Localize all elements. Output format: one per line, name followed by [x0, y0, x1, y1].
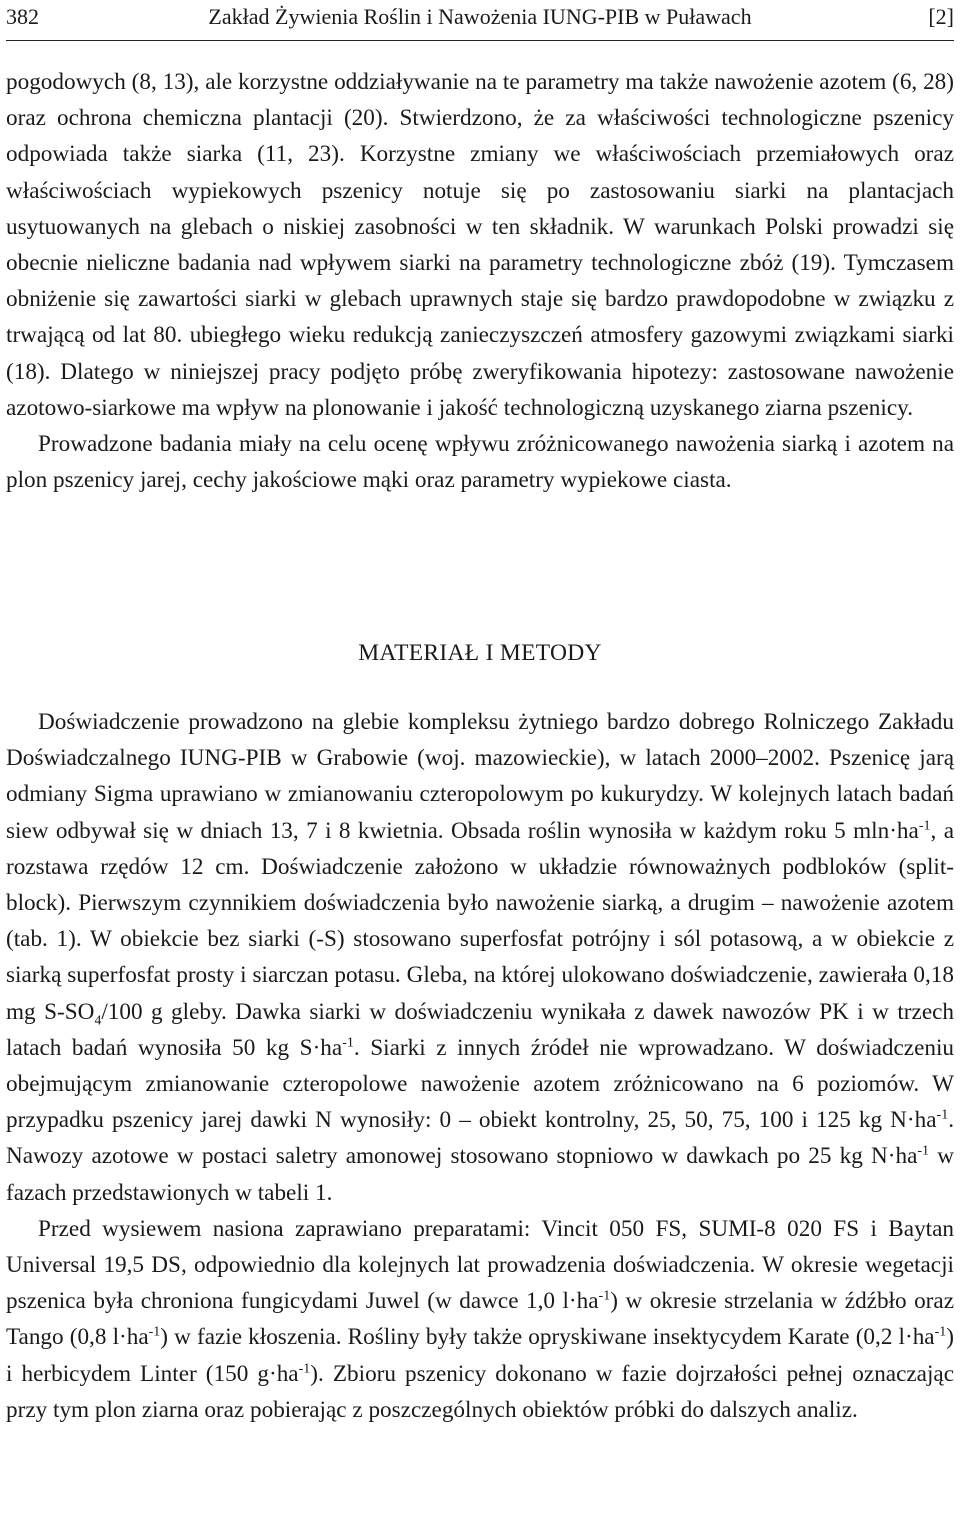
paragraph: pogodowych (8, 13), ale korzystne oddziaływanie na te parametry ma także nawożenie azotem (6, 28) oraz ochrona chemiczna plantacji (20). Stwierdzono, że za właściwości technologiczne pszenicy odpowiada także siarka (11, 23). Korzystne zmiany we właściwościach przemiałowych oraz właściwościach wypiekowych pszenicy notuje się po zastosowaniu siarki na plantacjach usytuowanych na glebach o niskiej zasobności w ten składnik. W warunkach Polski prowadzi się obecnie nieliczne badania nad wpływem siarki na parametry technologiczne zbóż (19). Tymczasem obniżenie się zawartości siarki w glebach uprawnych staje się bardzo prawdopodobne w związku z trwającą od lat 80. ubiegłego wieku redukcją zanieczyszczeń atmosfery gazowymi związkami siarki (18). Dlatego w niniejszej pracy podjęto próbę zweryfikowania hipotezy: zastosowane nawożenie azotowo-siarkowe ma wpływ na plonowanie i jakość technologiczną uzyskanego ziarna pszenicy.: [6, 69, 954, 421]
text-run: w fazach przedstawionych w tabeli 1.: [6, 1143, 954, 1206]
paragraph: [6, 1211, 954, 1428]
text-run: ) w okresie strzelania w źdźbło oraz Tango (0,8 l·ha: [6, 1288, 954, 1351]
subscript: 4: [94, 1013, 102, 1029]
text-run: . Nawozy azotowe w postaci saletry amonowej stosowano stopniowo w dawkach po 25 kg N·ha: [6, 1107, 954, 1170]
superscript: -1: [298, 1360, 311, 1376]
text-run: Doświadczenie prowadzono na glebie kompleksu żytniego bardzo dobrego Rolniczego Zakładu Doświadczalnego IUNG-PIB w Grabowie (woj. mazowieckie), w latach 2000–2002. Pszenicę jarą odmiany Sigma uprawiano w zmianowaniu czteropolowym po kukurydzy. W kolejnych latach badań siew odbywał się w dniach 13, 7 i 8 kwietnia. Obsada roślin wynosiła w każdym roku 5 mln·ha: [6, 709, 954, 844]
intro-text: [6, 64, 954, 498]
methods-text: [6, 704, 954, 1428]
text-run: ) w fazie kłoszenia. Rośliny były także opryskiwane insektycydem Karate (0,2 l·ha: [160, 1324, 935, 1351]
text-run: Przed wysiewem nasiona zaprawiano preparatami: Vincit 050 FS, SUMI-8 020 FS i Baytan Universal 19,5 DS, odpowiednio dla kolejnych lat prowadzenia doświadczenia. W okresie wegetacji pszenica była chroniona fungicydami Juwel (w dawce 1,0 l·ha: [6, 1215, 954, 1315]
superscript: -1: [598, 1288, 611, 1304]
superscript: -1: [342, 1035, 354, 1051]
text-run: . Siarki z innych źródeł nie wprowadzano. W doświadczeniu obejmującym zmianowanie czteropolowe nawożenie azotem zróżnicowano na 6 poziomów. W przypadku pszenicy jarej dawki N wynosiły: 0 – obiekt kontrolny, 25, 50, 75, 100 i 125 kg N·ha: [6, 1034, 954, 1134]
page-number: 382: [6, 4, 39, 29]
superscript: -1: [918, 817, 931, 833]
superscript: -1: [148, 1324, 161, 1340]
text-run: ). Zbioru pszenicy dokonano w fazie dojrzałości pełnej oznaczając przy tym plon ziarna oraz pobierając z poszczególnych obiektów próbki do dalszych analiz.: [6, 1360, 954, 1423]
superscript: -1: [934, 1324, 947, 1340]
paragraph: [6, 704, 954, 1211]
superscript: -1: [917, 1143, 930, 1159]
text-run: ) i herbicydem Linter (150 g·ha: [6, 1324, 954, 1387]
bracket-reference: [2]: [928, 4, 954, 29]
running-header: [6, 0, 954, 41]
running-title: Zakład Żywienia Roślin i Nawożenia IUNG-PIB w Puławach: [208, 4, 752, 29]
superscript: -1: [936, 1107, 949, 1123]
section-heading: MATERIAŁ I METODY: [358, 640, 602, 666]
paragraph: Prowadzone badania miały na celu ocenę wpływu zróżnicowanego nawożenia siarką i azotem na plon pszenicy jarej, cechy jakościowe mąki oraz parametry wypiekowe ciasta.: [6, 431, 954, 494]
text-run: /100 g gleby. Dawka siarki w doświadczeniu wynikała z dawek nawozów PK i w trzech latach badań wynosiła 50 kg S·ha: [6, 998, 955, 1061]
text-run: , a rozstawa rzędów 12 cm. Doświadczenie założono w układzie równoważnych podbloków (split-block). Pierwszym czynnikiem doświadczenia było nawożenie siarką, a drugim – nawożenie azotem (tab. 1). W obiekcie bez siarki (-S) stosowano superfosfat potrójny i sól potasową, a w obiekcie z siarką superfosfat prosty i siarczan potasu. Gleba, na której ulokowano doświadczenie, zawierała 0,18 mg S-SO: [6, 817, 954, 1025]
